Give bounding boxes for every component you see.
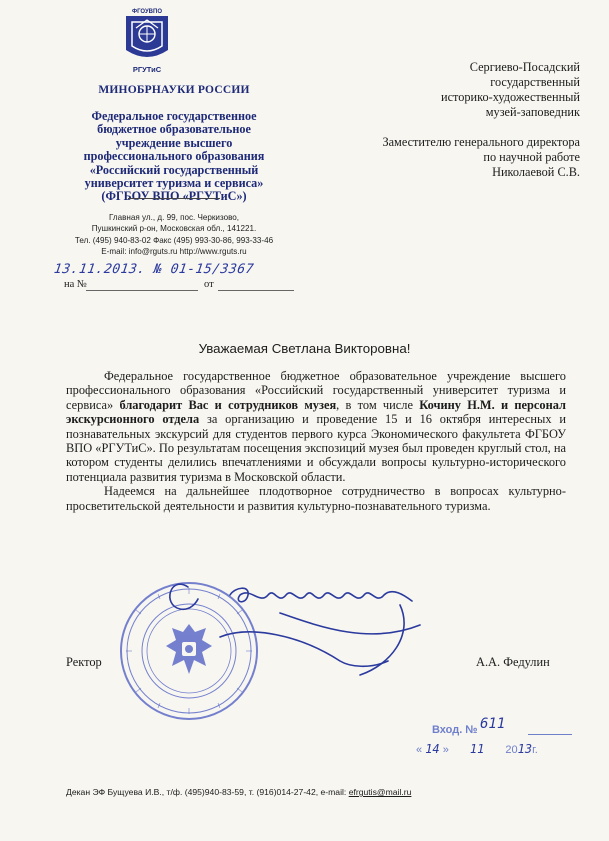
rector-title: Ректор (66, 655, 102, 669)
recipient-line: Николаевой С.В. (492, 165, 580, 179)
body-bold-staff: Кочину Н.М. и персонал экскурсионного отдела (66, 397, 566, 427)
address-block (54, 212, 294, 257)
recipient-line: музей-заповедник (485, 105, 580, 119)
reply-number-underline (86, 290, 198, 291)
university-line: «Российский государственный (89, 162, 259, 177)
reply-date-underline (218, 290, 294, 291)
incoming-number-underline (528, 734, 572, 735)
body-paragraph-2: Надеемся на дальнейшее плодотворное сотрудничество в вопросах культурно-просветительской деятельности и развития культурно-познавательного туризма. (66, 484, 566, 513)
recipient-line: по научной работе (483, 150, 580, 164)
recipient-block (340, 60, 580, 180)
logo-top-text: ФГОУВПО (131, 9, 163, 15)
handwritten-signature (160, 565, 440, 685)
recipient-line: историко-художественный (441, 90, 580, 104)
university-line: профессионального образования (83, 149, 265, 164)
incoming-date: « 14 » 11 2013г. (416, 742, 538, 756)
reply-date-label: от (204, 279, 214, 290)
handwritten-outgoing-number: 13.11.2013. № 01-15/3367 (52, 262, 255, 277)
incoming-month: 11 (469, 742, 485, 756)
recipient-spacer (340, 120, 580, 135)
letter-body (66, 369, 566, 513)
recipient-line: Заместителю генерального директора (382, 135, 580, 149)
footer-contact (66, 787, 411, 797)
ministry-name: МИНОБРНАУКИ РОССИИ (98, 84, 250, 96)
university-line: Федеральное государственное (91, 109, 257, 123)
university-line: учреждение высшего (115, 135, 233, 150)
university-line: бюджетное образовательное (97, 122, 251, 137)
university-abbrev: (ФГБОУ ВПО «РГУТиС») (101, 189, 247, 204)
footer-email-link[interactable]: efrgutis@mail.ru (348, 787, 412, 797)
incoming-number-label: Вход. № (432, 724, 478, 736)
email-web-line: E-mail: info@rguts.ru http://www.rguts.ru (101, 246, 247, 256)
recipient-line: Сергиево-Посадский (469, 60, 580, 74)
header-divider (128, 198, 220, 199)
signer-name: А.А. Федулин (476, 655, 550, 669)
incoming-year: 13 (517, 742, 533, 756)
phone-fax-line: Тел. (495) 940-83-02 Факс (495) 993-30-86, 993-33-46 (74, 235, 274, 245)
university-logo (118, 6, 176, 76)
body-bold-thanks: благодарит Вас и сотрудников музея (119, 397, 337, 412)
incoming-number: 611 (480, 716, 506, 732)
university-line: университет туризма и сервиса» (84, 176, 264, 191)
incoming-registration-stamp (400, 716, 580, 790)
address-line: Главная ул., д. 99, пос. Черкизово, (108, 213, 240, 222)
footer-text: Декан ЭФ Бущуева И.В., т/ф. (495)940-83-59, т. (916)014-27-42, e-mail: (66, 787, 349, 797)
university-name-block (54, 110, 294, 204)
incoming-day: 14 (425, 742, 440, 756)
outgoing-registration (52, 262, 255, 292)
reply-number-label: на № (64, 279, 87, 290)
body-paragraph-1: Федеральное государственное бюджетное образовательное учреждение высшего профессионального образования «Российский государственный университет туризма и сервиса» благодарит Вас и сотрудников музея, в том числе Кочину Н.М. и персонал экскурсионного отдела за организацию и проведение 15 и 16 октября интересных и познавательных экскурсий для студентов первого курса Экономического факультета ФГБОУ ВПО «РГУТиС». По результатам посещения экспозиций музея был проведен круглый стол, на котором студенты делились впечатлениями и обсуждали вопросы культурно-исторического потенциала развития туризма в Московской области. (66, 369, 566, 484)
recipient-line: государственный (490, 75, 580, 89)
logo-bottom-text: РГУТиС (132, 65, 162, 74)
address-line: Пушкинский р-он, Московская обл., 141221. (91, 224, 257, 234)
salutation: Уважаемая Светлана Викторовна! (198, 341, 411, 356)
